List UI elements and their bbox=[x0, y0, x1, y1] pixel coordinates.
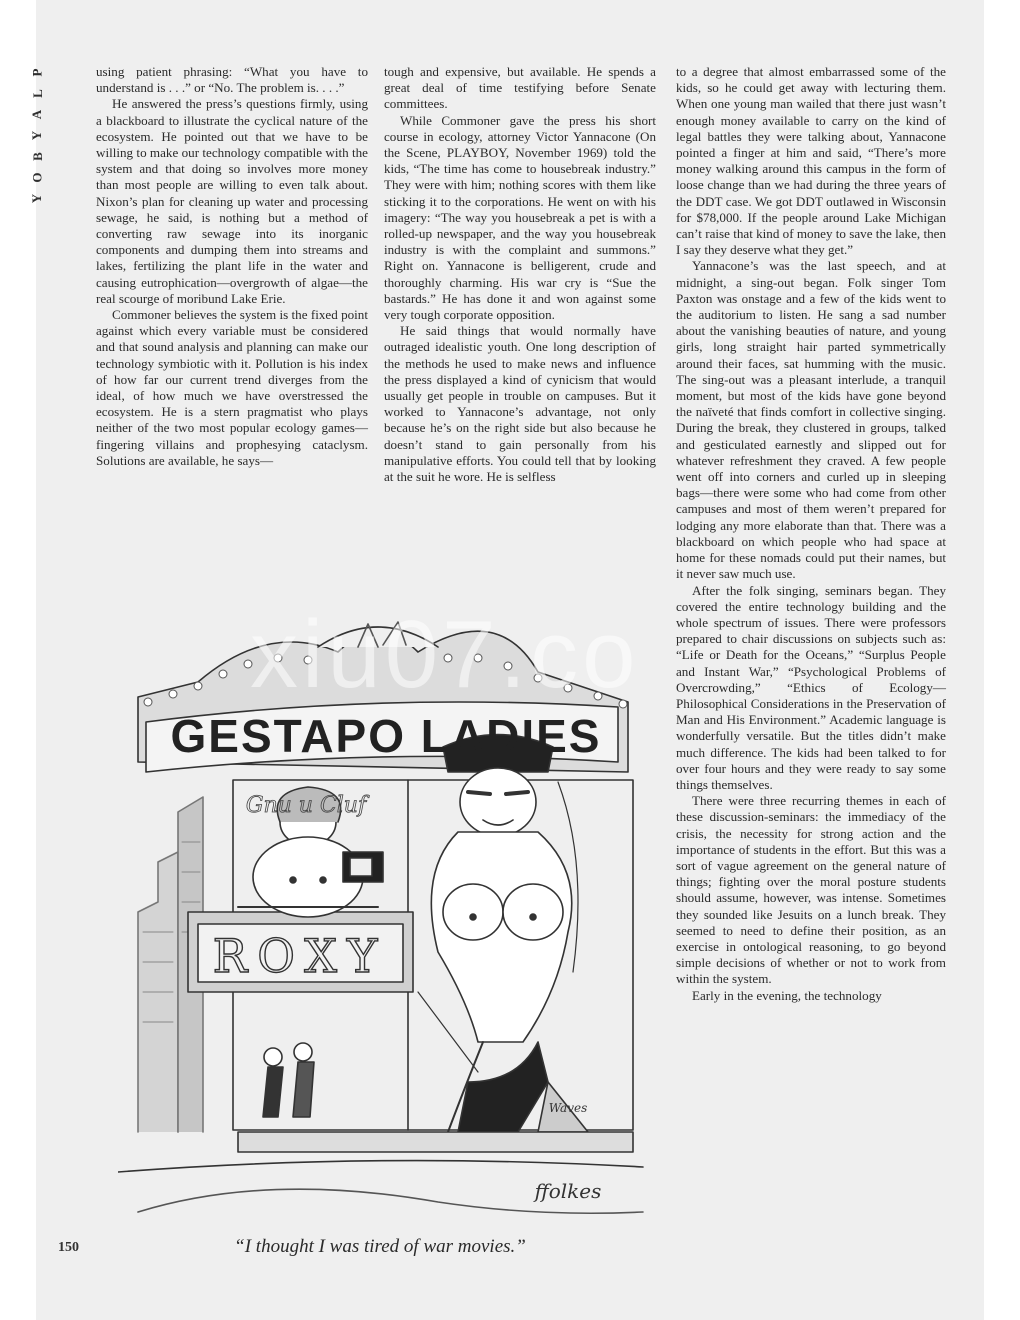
magazine-letter: P bbox=[29, 68, 45, 77]
magazine-letter: L bbox=[29, 89, 45, 98]
cartoon-illustration bbox=[118, 612, 648, 1222]
paragraph: tough and expensive, but available. He spends a great deal of time testifying before Senate committees. bbox=[384, 64, 656, 112]
paragraph: There were three recurring themes in each of these discussion-seminars: the immediacy of the crisis, the necessity for strong action and the importance of students in the effort. But this was a sort of vague agreement on the general nature of things; fighting over the moral posture students should assume, however, was intense. Sometimes they sounded like Jesuits on a lunch break. They seemed to need to define their position, as an exercise in ontological reasoning, to go beyond simple decisions of whether or not to work from within the system. bbox=[676, 793, 946, 987]
window-script-text: Gnu u Cluf bbox=[245, 793, 367, 818]
paragraph: Early in the evening, the technology bbox=[692, 987, 882, 1003]
watermark-text: xiu07.co bbox=[250, 601, 640, 708]
paragraph: He answered the press’s questions firmly, using a blackboard to illustrate the cyclical nature of the ecosystem. He pointed out that we have to be willing to make our technology compatible with the system and that doing so involves more money than most people are willing to even talk about. Nixon’s plan for cleaning up water and processing sewage, he said, is nothing but a method of converting raw sewage into its inorganic components and dumping them into streams and lakes, fertilizing the plant life in the water and causing eutrophication—overgrowth of algae—the real scourge of moribund Lake Erie. bbox=[96, 96, 368, 306]
magazine-letter: O bbox=[29, 172, 45, 183]
paragraph: He said things that would normally have outraged idealistic youth. One long description of the methods he used to make news and influence the press displayed a kind of cynicism that would usually get people in trouble on campuses. But it worked to Yannacone’s advantage, not only because he’s on the right side but also because he doesn’t stand to gain personally from his manipulative efforts. You could tell that by looking at the suit he wore. He is selfless bbox=[384, 323, 656, 485]
artist-signature: ffolkes bbox=[534, 1179, 602, 1203]
magazine-letter: Y bbox=[29, 130, 45, 141]
paragraph: After the folk singing, seminars began. They covered the entire technology building and the whole spectrum of issues. There were professors prepared to chair discussions on subjects such as: “Life or Death for the Oceans,” “Surplus People and Instant War,” “Psychological Problems of Overcrowding,” “Ethics of Ecology—Philosophical Considerations in the Preservation of Man and His Environment.” Academic language is wonderfully versatile. But the titles didn’t make much difference. The kids had been talked to for over four hours and they were ready to say some things themselves. bbox=[676, 582, 946, 792]
paragraph: Yannacone’s was the last speech, and at midnight, a sing-out began. Folk singer Tom Paxton was onstage and a few of the kids went to the auditorium to listen. He sang a sad number about the vanishing beauties of nature, and young girls, long straight hair parted symmetrically around their faces, sat humming with the music. The sing-out was a pleasant interlude, a tranquil moment, but most of the kids have gone beyond the naïveté that finds comfort in collective singing. During the break, they clustered in groups, talked and gesticulated earnestly and slipped out for whatever refreshment they craved. A few people went off into corners and curled up in sleeping bags—there were some who had come from other campuses and most of them weren’t prepared for lodging any more elaborate than that. There was a blackboard on which people who had space at home for these nomads could put their names, but it never saw much use. bbox=[676, 258, 946, 582]
cartoon-caption: “I thought I was tired of war movies.” bbox=[234, 1236, 526, 1257]
page-number: 150 bbox=[58, 1240, 79, 1255]
magazine-name-vertical bbox=[28, 62, 46, 209]
magazine-letter: A bbox=[29, 109, 45, 120]
text-column-2 bbox=[384, 64, 656, 485]
paragraph: Commoner believes the system is the fixed point against which every variable must be considered and that sound analysis and planning can make our technology symbiotic with it. Pollution is his index of how far our current trend diverges from the ideal, of how much we have overstressed the ecosystem. He is a stern pragmatist who plays neither of the two most popular ecology games—fingering villains and prophesying cataclysm. Solutions are available, he says— bbox=[96, 307, 368, 468]
poster-word-text: Waves bbox=[548, 1101, 588, 1115]
magazine-letter: B bbox=[29, 152, 45, 161]
marquee-text: GESTAPO LADIES bbox=[170, 710, 602, 762]
paragraph: to a degree that almost embarrassed some of the kids, so he could get away with lecturing them. When one young man wailed that there just wasn’t enough money available to carry on the kind of legal battles they were talking about, Yannacone pointed a finger at him and said, “There’s more money walking around this campus in the form of loose change than we had during the three years of the DDT case. We got DDT outlawed in Wisconsin for $78,000. If the people around Lake Michigan can’t raise that kind of money to save the lake, then I say they deserve what they get.” bbox=[676, 64, 946, 258]
paragraph: While Commoner gave the press his short course in ecology, attorney Victor Yannacone (On the Scene, PLAYBOY, November 1969) told the kids, “The time has come to housebreak industry.” They were with him; nothing scores with them like sticking it to the corporations. He went on with his imagery: “The way you housebreak a pet is with a rolled-up newspaper, and the way you housebreak industry is with the complaint and summons.” Right on. Yannacone is belligerent, crude and thoroughly charming. His war cry is “Sue the bastards.” He has done it and won against some very tough corporate opposition. bbox=[384, 112, 656, 323]
magazine-letter: Y bbox=[29, 193, 45, 204]
roxy-sign-text: ROXY bbox=[212, 929, 388, 983]
text-column-3 bbox=[676, 64, 946, 1004]
text-column-1 bbox=[96, 64, 368, 469]
paragraph: using patient phrasing: “What you have to understand is . . .” or “No. The problem is. . . .” bbox=[96, 64, 368, 96]
